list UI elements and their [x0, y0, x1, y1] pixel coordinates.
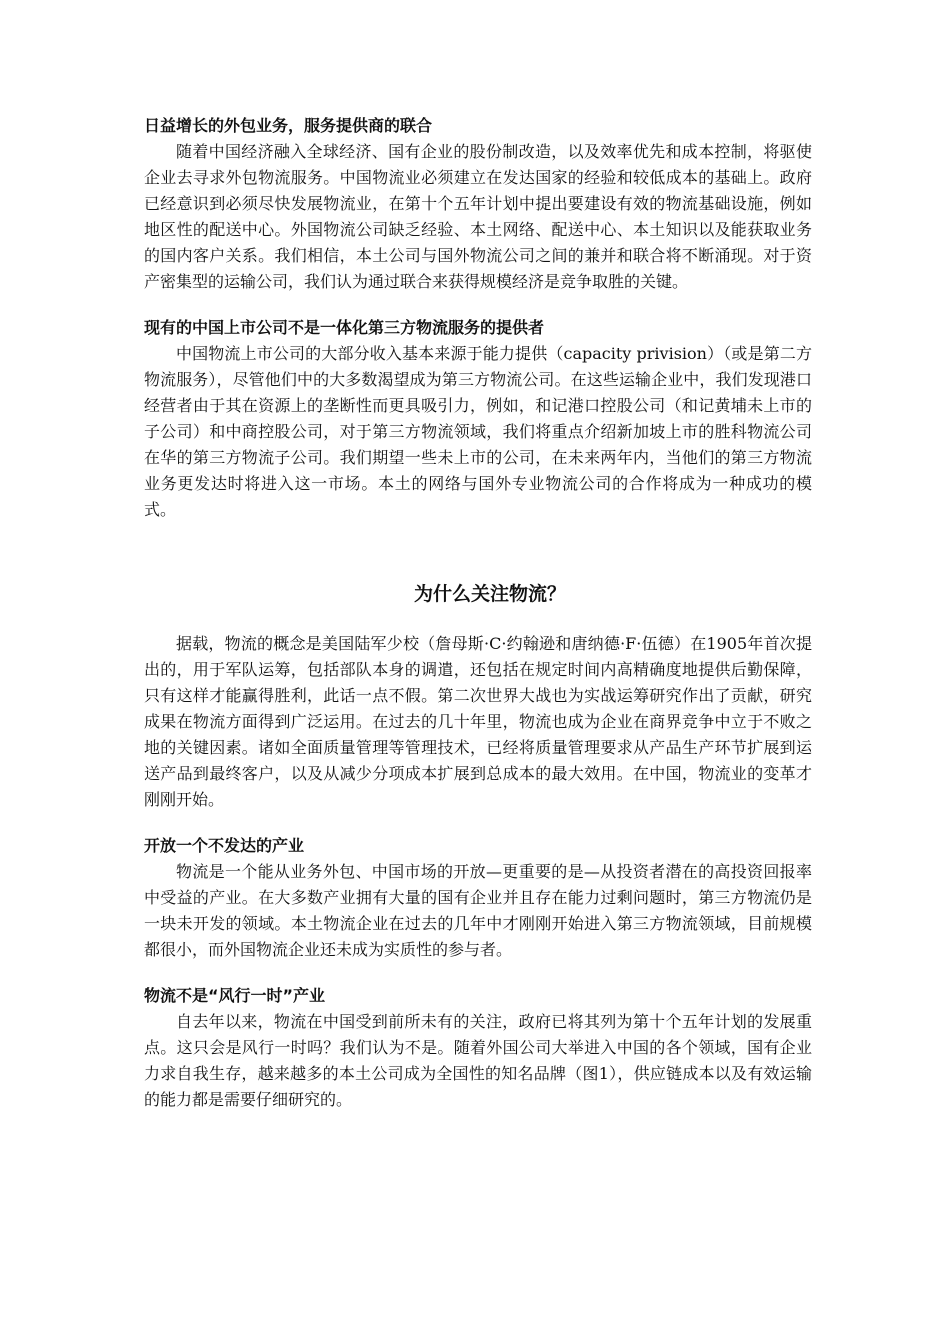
paragraph-outsourcing: 随着中国经济融入全球经济、国有企业的股份制改造，以及效率优先和成本控制，将驱使企业去寻求外包物流服务。中国物流业必须建立在发达国家的经验和较低成本的基础上。政府已经意识到必须尽快发展物流业，在第十个五年计划中提出要建设有效的物流基础设施，例如地区性的配送中心。外国物流公司缺乏经验、本土网络、配送中心、本土知识以及能获取业务的国内客户关系。我们相信，本土公司与国外物流公司之间的兼并和联合将不断涌现。对于资产密集型的运输公司，我们认为通过联合来获得规模经济是竞争取胜的关键。: [144, 142, 812, 291]
section-heading-underdeveloped-industry: 开放一个不发达的产业: [144, 836, 305, 855]
spacer: [144, 963, 812, 983]
main-title: 为什么关注物流？: [413, 583, 566, 605]
paragraph-underdeveloped-industry: 物流是一个能从业务外包、中国市场的开放—更重要的是—从投资者潜在的高投资回报率中受益的产业。在大多数产业拥有大量的国有企业并且存在能力过剩问题时，第三方物流仍是一块未开发的领域。本土物流企业在过去的几年中才刚刚开始进入第三方物流领域，目前规模都很小，而外国物流企业还未成为实质性的参与者。: [144, 862, 812, 959]
spacer: [144, 523, 812, 579]
spacer: [144, 813, 812, 833]
document-page: [144, 113, 812, 1113]
spacer: [144, 295, 812, 315]
section-heading-outsourcing: 日益增长的外包业务，服务提供商的联合: [144, 116, 433, 135]
paragraph-listed-companies: 中国物流上市公司的大部分收入基本来源于能力提供（capacity privision）（或是第二方物流服务），尽管他们中的大多数渴望成为第三方物流公司。在这些运输企业中，我们发现港口经营者由于其在资源上的垄断性而更具吸引力，例如，和记港口控股公司（和记黄埔未上市的子公司）和中商控股公司，对于第三方物流领域，我们将重点介绍新加坡上市的胜科物流公司在华的第三方物流子公司。我们期望一些未上市的公司，在未来两年内，当他们的第三方物流业务更发达时将进入这一市场。本土的网络与国外专业物流公司的合作将成为一种成功的模式。: [144, 344, 812, 519]
paragraph-not-a-fad: 自去年以来，物流在中国受到前所未有的关注，政府已将其列为第十个五年计划的发展重点。这只会是风行一时吗？我们认为不是。随着外国公司大举进入中国的各个领域，国有企业力求自我生存，越来越多的本土公司成为全国性的知名品牌（图1），供应链成本以及有效运输的能力都是需要仔细研究的。: [144, 1012, 812, 1109]
section-heading-listed-companies: 现有的中国上市公司不是一体化第三方物流服务的提供者: [144, 318, 545, 337]
paragraph-intro: 据载，物流的概念是美国陆军少校（詹母斯·C·约翰逊和唐纳德·F·伍德）在1905年首次提出的，用于军队运筹，包括部队本身的调遣，还包括在规定时间内高精确度地提供后勤保障，只有这样才能赢得胜利，此话一点不假。第二次世界大战也为实战运筹研究作出了贡献，研究成果在物流方面得到广泛运用。在过去的几十年里，物流也成为企业在商界竞争中立于不败之地的关键因素。诸如全面质量管理等管理技术，已经将质量管理要求从产品生产环节扩展到运送产品到最终客户，以及从减少分项成本扩展到总成本的最大效用。在中国，物流业的变革才刚刚开始。: [144, 634, 812, 809]
section-heading-not-a-fad: 物流不是“风行一时”产业: [144, 986, 326, 1005]
spacer: [144, 609, 812, 631]
